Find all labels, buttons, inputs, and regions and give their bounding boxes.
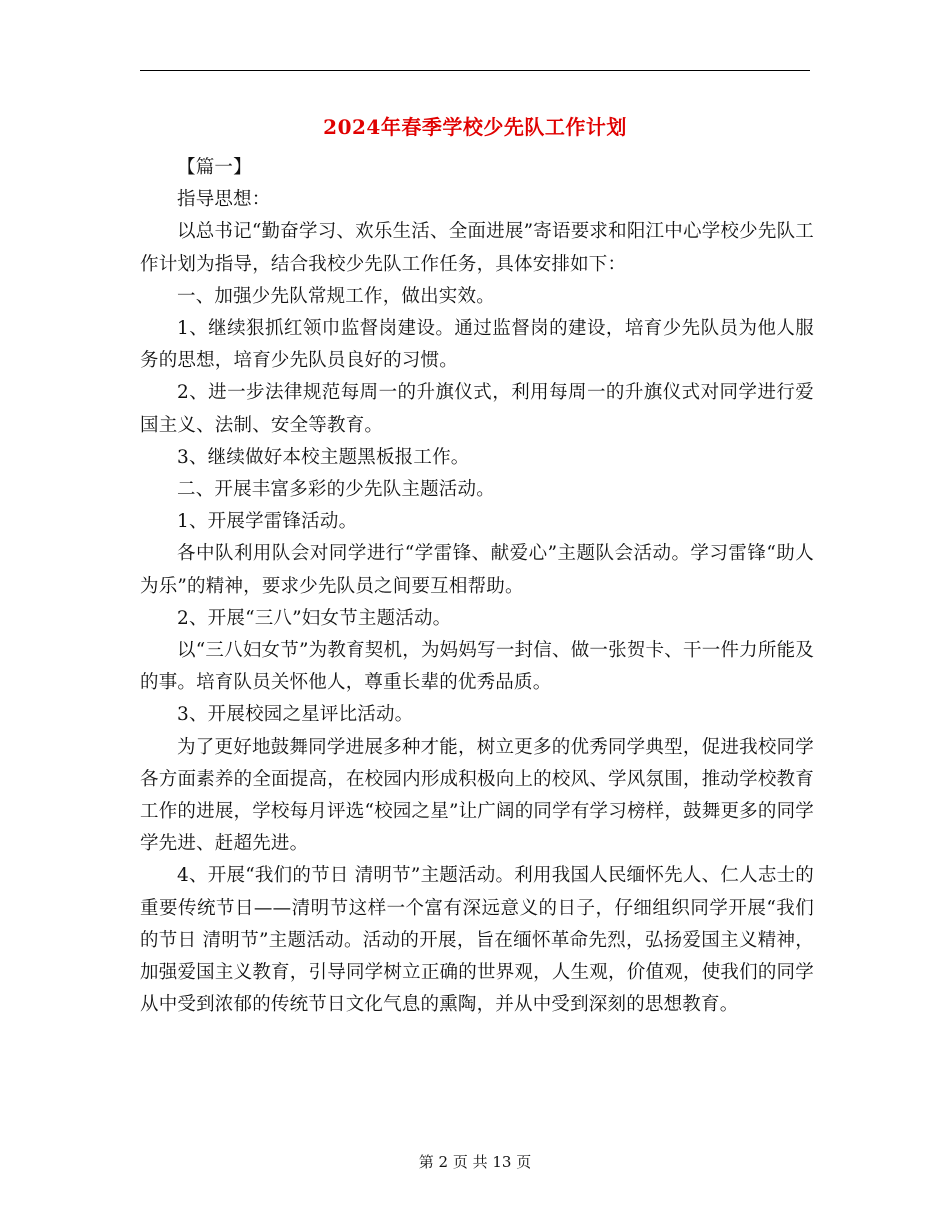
paragraph: 1、继续狠抓红领巾监督岗建设。通过监督岗的建设，培育少先队员为他人服务的思想，培育少先队员良好的习惯。	[140, 318, 814, 372]
paragraph: 以总书记“勤奋学习、欢乐生活、全面进展”寄语要求和阳江中心学校少先队工作计划为指导，结合我校少先队工作任务，具体安排如下：	[140, 221, 814, 275]
page-number-footer: 第 2 页 共 13 页	[418, 1153, 532, 1171]
paragraph: 4、开展“我们的节日 清明节”主题活动。利用我国人民缅怀先人、仁人志士的重要传统节日——清明节这样一个富有深远意义的日子，仔细组织同学开展“我们的节日 清明节”主题活动。活动的开展，旨在缅怀革命先烈，弘扬爱国主义精神，加强爱国主义教育，引导同学树立正确的世界观，人生观，价值观，使我们的同学从中受到浓郁的传统节日文化气息的熏陶，并从中受到深刻的思想教育。	[140, 865, 814, 1016]
paragraph: 二、开展丰富多彩的少先队主题活动。	[177, 479, 495, 501]
paragraph: 3、继续做好本校主题黑板报工作。	[177, 446, 470, 468]
paragraph: 2、进一步法律规范每周一的升旗仪式，利用每周一的升旗仪式对同学进行爱国主义、法制、安全等教育。	[140, 382, 814, 436]
paragraph: 1、开展学雷锋活动。	[177, 511, 358, 533]
header-rule	[140, 70, 810, 71]
paragraph: 为了更好地鼓舞同学进展多种才能，树立更多的优秀同学典型，促进我校同学各方面素养的全面提高，在校园内形成积极向上的校风、学风氛围，推动学校教育工作的进展，学校每月评选“校园之星”让广阔的同学有学习榜样，鼓舞更多的同学学先进、赶超先进。	[140, 736, 814, 855]
paragraph: 以“三八妇女节”为教育契机，为妈妈写一封信、做一张贺卡、干一件力所能及的事。培育队员关怀他人，尊重长辈的优秀品质。	[140, 640, 814, 694]
document-body	[140, 152, 814, 1021]
section-heading: 【篇一】	[177, 157, 252, 178]
paragraph: 各中队利用队会对同学进行“学雷锋、献爱心”主题队会活动。学习雷锋“助人为乐”的精神，要求少先队员之间要互相帮助。	[140, 543, 814, 597]
paragraph: 3、开展校园之星评比活动。	[177, 704, 414, 726]
paragraph: 2、开展“三八”妇女节主题活动。	[177, 607, 452, 629]
paragraph: 指导思想：	[177, 189, 271, 211]
paragraph: 一、加强少先队常规工作，做出实效。	[177, 285, 495, 307]
document-title: 2024年春季学校少先队工作计划	[323, 115, 627, 139]
